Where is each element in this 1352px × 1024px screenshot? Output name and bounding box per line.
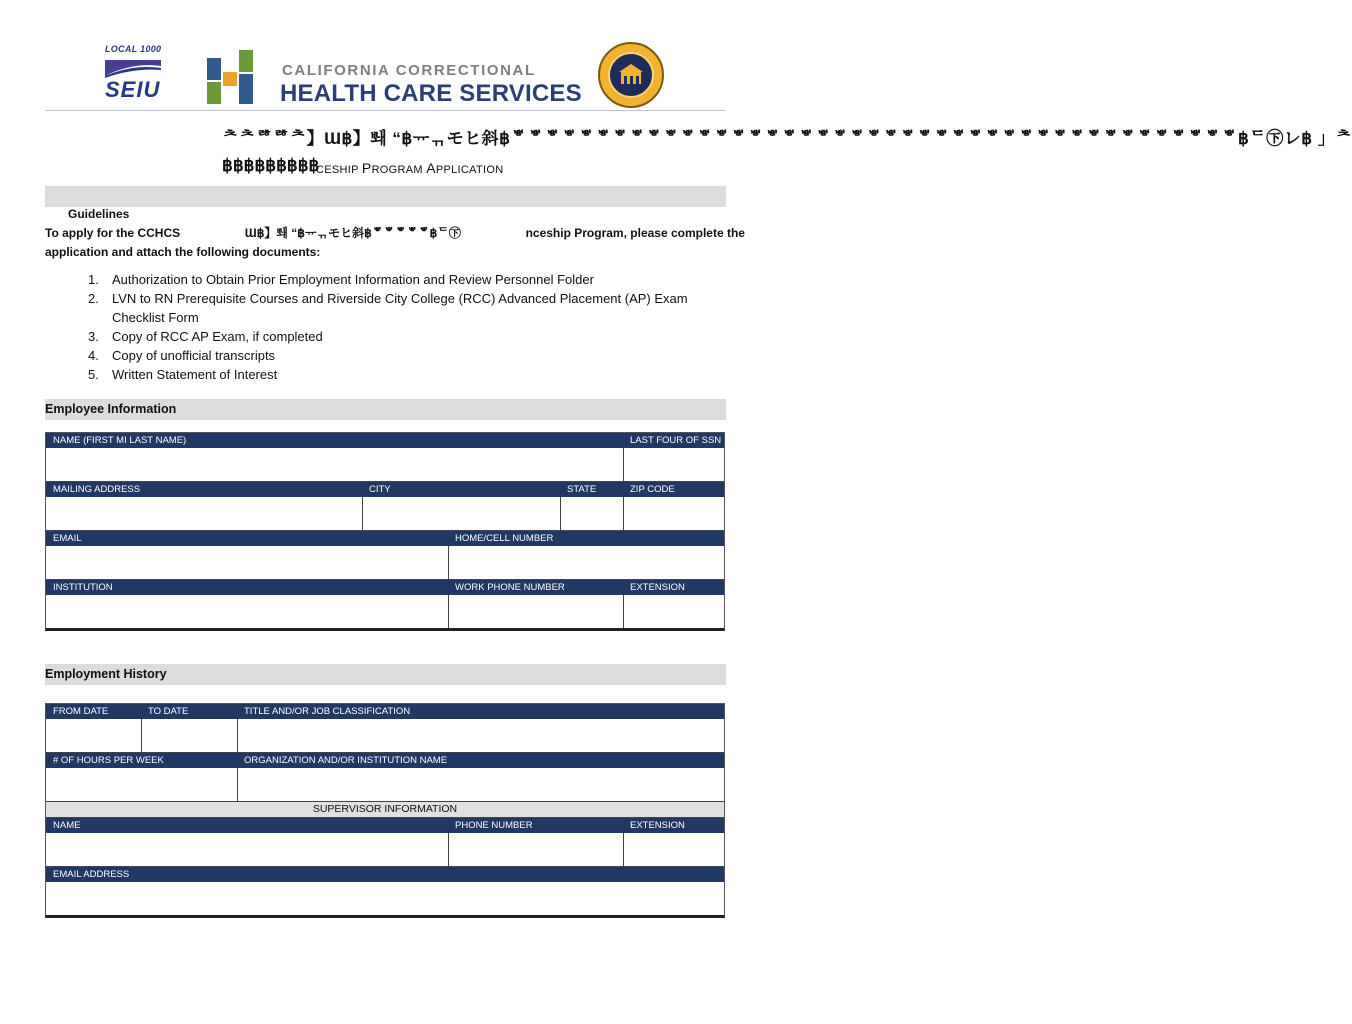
title-part: A xyxy=(426,160,436,176)
list-number: 2. xyxy=(88,291,99,306)
title-part: P xyxy=(361,160,372,176)
ssn-label: LAST FOUR OF SSN xyxy=(630,435,722,446)
input-row xyxy=(46,768,724,802)
title-part: PPLICATION xyxy=(435,164,504,176)
job-title-field[interactable] xyxy=(238,719,724,752)
work-phone-field[interactable] xyxy=(449,595,624,628)
required-documents-list xyxy=(88,270,718,384)
label-row xyxy=(46,704,724,719)
employment-history-heading: Employment History xyxy=(45,664,726,685)
seiu-swoosh-icon xyxy=(103,56,163,78)
seiu-local-text: LOCAL 1000 xyxy=(105,44,162,54)
intro-garbled: Ɯ฿】ᄟᅫ “฿ᅲᆩモヒ斜฿ᄬᄬᄬᄬᄬ฿ᄃ㊦ xyxy=(244,226,461,240)
label-row xyxy=(46,753,724,768)
ssn-field[interactable] xyxy=(624,448,724,481)
employee-info-form xyxy=(45,432,725,631)
list-number: 5. xyxy=(88,367,99,382)
intro-text-a: To apply for the CCHCS xyxy=(45,226,181,240)
hours-label: # OF HOURS PER WEEK xyxy=(53,755,164,766)
extension-label: EXTENSION xyxy=(630,582,685,593)
address-field[interactable] xyxy=(46,497,363,530)
supervisor-info-band xyxy=(46,802,724,818)
org-name-line1: CALIFORNIA CORRECTIONAL xyxy=(282,62,536,79)
seiu-logo xyxy=(103,44,165,102)
list-number: 1. xyxy=(88,272,99,287)
list-text: LVN to RN Prerequisite Courses and Riverside City College (RCC) Advanced Placement (AP) Exam Checklist Form xyxy=(112,291,688,325)
institution-field[interactable] xyxy=(46,595,449,628)
from-date-field[interactable] xyxy=(46,719,142,752)
list-item xyxy=(88,346,718,365)
list-item xyxy=(88,289,718,327)
home-cell-field[interactable] xyxy=(449,546,724,579)
employment-history-form xyxy=(45,703,725,918)
cchcs-h-logo-icon xyxy=(205,48,261,106)
email-field[interactable] xyxy=(46,546,449,579)
garbled-title-line-2: ฿฿฿฿฿฿฿฿฿ xyxy=(222,156,320,175)
supervisor-info-title: SUPERVISOR INFORMATION xyxy=(312,803,458,815)
guidelines-intro xyxy=(45,224,745,262)
supervisor-extension-label: EXTENSION xyxy=(630,820,685,831)
work-phone-label: WORK PHONE NUMBER xyxy=(455,582,565,593)
home-cell-label: HOME/CELL NUMBER xyxy=(455,533,554,544)
city-label: CITY xyxy=(369,484,391,495)
label-row xyxy=(46,867,724,882)
zip-label: ZIP CODE xyxy=(630,484,675,495)
page-title xyxy=(316,160,503,176)
input-row xyxy=(46,719,724,753)
from-date-label: FROM DATE xyxy=(53,706,109,717)
supervisor-phone-label: PHONE NUMBER xyxy=(455,820,533,831)
state-label: STATE xyxy=(567,484,597,495)
list-item xyxy=(88,327,718,346)
list-number: 4. xyxy=(88,348,99,363)
label-row xyxy=(46,433,724,448)
input-row xyxy=(46,497,724,531)
label-row xyxy=(46,531,724,546)
address-label: MAILING ADDRESS xyxy=(53,484,141,495)
supervisor-email-field[interactable] xyxy=(46,882,724,915)
zip-field[interactable] xyxy=(624,497,724,530)
garbled-title-line: ᄎᄎᄚᄚᄎ】Ɯ฿】ᄟᅫ “฿ᅲᆩモヒ斜฿ᄬᄬᄬᄬᄬᄬᄬᄬᄬᄬᄬᄬᄬᄬᄬᄬᄬᄬᄬᄬᄬᄬᄬᄬᄬᄬᄬᄬᄬᄬᄬᄬᄬᄬᄬᄬᄬᄬᄬᄬᄬᄬᄬ฿ᄃ㊦レ฿ 」ᄎ xyxy=(222,129,1352,148)
seal-center-icon xyxy=(608,52,654,98)
input-row xyxy=(46,882,724,915)
supervisor-email-label: EMAIL ADDRESS xyxy=(53,869,130,880)
supervisor-extension-field[interactable] xyxy=(624,833,724,866)
title-part: CESHIP xyxy=(316,164,362,176)
title-part: ROGRAM xyxy=(371,164,427,176)
state-field[interactable] xyxy=(561,497,624,530)
riverside-college-seal xyxy=(598,42,664,108)
email-label: EMAIL xyxy=(53,533,82,544)
input-row xyxy=(46,595,724,628)
guidelines-heading: Guidelines xyxy=(68,207,130,221)
organization-label: ORGANIZATION AND/OR INSTITUTION NAME xyxy=(244,755,448,766)
name-label: NAME (FIRST MI LAST NAME) xyxy=(53,435,187,446)
input-row xyxy=(46,448,724,482)
list-text: Authorization to Obtain Prior Employment Information and Review Personnel Folder xyxy=(112,272,594,287)
job-title-label: TITLE AND/OR JOB CLASSIFICATION xyxy=(244,706,411,717)
header-divider xyxy=(45,110,725,111)
intro-text-b: nceship Program, please complete the xyxy=(525,226,745,240)
supervisor-name-label: NAME xyxy=(53,820,81,831)
institution-label: INSTITUTION xyxy=(53,582,113,593)
supervisor-phone-field[interactable] xyxy=(449,833,624,866)
title-band xyxy=(45,186,726,207)
input-row xyxy=(46,546,724,580)
hours-field[interactable] xyxy=(46,768,238,801)
organization-field[interactable] xyxy=(238,768,724,801)
extension-field[interactable] xyxy=(624,595,724,628)
input-row xyxy=(46,833,724,867)
list-item xyxy=(88,365,718,384)
employee-info-heading: Employee Information xyxy=(45,399,726,420)
to-date-field[interactable] xyxy=(142,719,238,752)
list-item xyxy=(88,270,718,289)
list-number: 3. xyxy=(88,329,99,344)
label-row xyxy=(46,818,724,833)
seiu-wordmark: SEIU xyxy=(105,77,161,102)
list-text: Written Statement of Interest xyxy=(112,367,278,382)
city-field[interactable] xyxy=(363,497,561,530)
supervisor-name-field[interactable] xyxy=(46,833,449,866)
label-row xyxy=(46,482,724,497)
name-field[interactable] xyxy=(46,448,624,481)
org-name-line2: HEALTH CARE SERVICES xyxy=(280,80,582,107)
list-text: Copy of unofficial transcripts xyxy=(112,348,276,363)
to-date-label: TO DATE xyxy=(148,706,189,717)
label-row xyxy=(46,580,724,595)
list-text: Copy of RCC AP Exam, if completed xyxy=(112,329,323,344)
intro-text-c: application and attach the following documents: xyxy=(45,245,321,259)
